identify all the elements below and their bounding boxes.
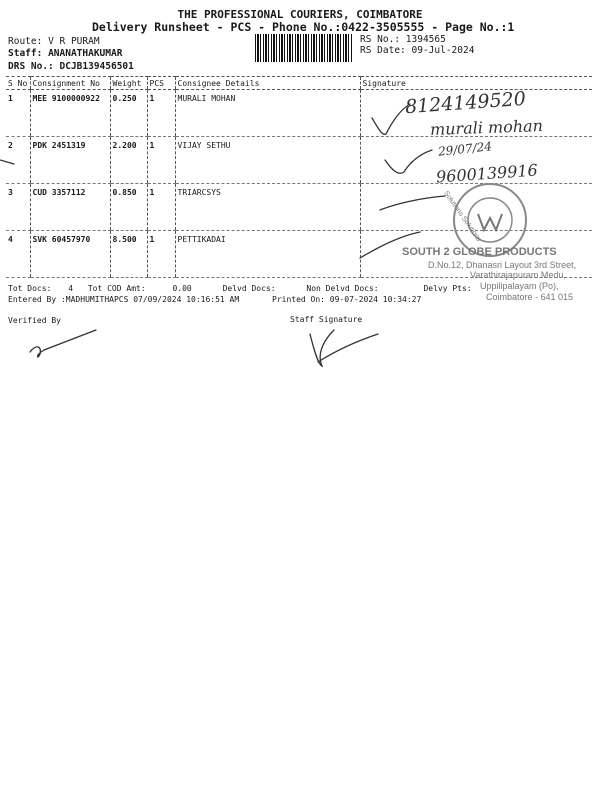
delvd-docs-label: Delvd Docs:	[222, 284, 276, 293]
handwritten-name-row1: murali mohan	[429, 116, 544, 139]
page-edge-mark-icon	[0, 160, 14, 164]
staff-signature-mark-icon	[310, 330, 378, 366]
non-delvd-docs-label: Non Delvd Docs:	[306, 284, 379, 293]
verified-by-label: Verified By	[8, 316, 61, 325]
cell-sno: 2	[6, 137, 30, 184]
cell-pcs: 1	[147, 184, 175, 231]
handwritten-phone-row2: 9600139916	[435, 160, 539, 187]
company-title: THE PROFESSIONAL COURIERS, COIMBATORE	[177, 8, 423, 21]
cell-consignment: PDK 2451319	[30, 137, 110, 184]
entered-by: Entered By :MADHUMITHAPCS 07/09/2024 10:16:51 AM	[8, 295, 240, 304]
route-value: V R PURAM	[48, 36, 100, 47]
cell-consignment: MEE 9100000922	[30, 90, 110, 137]
col-header-weight: Weight	[110, 77, 147, 90]
staff-signature-label: Staff Signature	[290, 315, 363, 324]
tot-docs-label: Tot Docs:	[8, 284, 52, 293]
stamp-address-line4: Coimbatore - 641 015	[486, 292, 574, 302]
cell-sno: 4	[6, 231, 30, 278]
cell-pcs: 1	[147, 137, 175, 184]
cell-weight: 2.200	[110, 137, 147, 184]
signature-row4-icon	[360, 232, 420, 258]
staff-label: Staff:	[8, 48, 43, 59]
stamp-ring-text: Solutions Solutions	[442, 190, 483, 243]
col-header-consignee: Consignee Details	[175, 77, 360, 90]
handwritten-date-row2: 29/07/24	[437, 139, 493, 159]
cell-weight: 0.250	[110, 90, 147, 137]
staff-value: ANANATHAKUMAR	[48, 48, 123, 59]
col-header-sno: S No	[6, 77, 30, 90]
col-header-consignment: Consignment No	[30, 77, 110, 90]
cell-consignment: CUD 3357112	[30, 184, 110, 231]
col-header-pcs: PCS	[147, 77, 175, 90]
col-header-signature: Signature	[360, 77, 592, 90]
cell-consignee: VIJAY SETHU	[175, 137, 360, 184]
cell-pcs: 1	[147, 90, 175, 137]
cell-pcs: 1	[147, 231, 175, 278]
tot-cod-label: Tot COD Amt:	[87, 284, 146, 293]
signature-row1-icon	[372, 104, 410, 134]
tot-cod-value: 0.00	[172, 284, 192, 293]
cell-consignment: SVK 60457970	[30, 231, 110, 278]
signature-row2-icon	[385, 150, 432, 173]
cell-weight: 8.500	[110, 231, 147, 278]
rs-no-label: RS No.:	[360, 34, 401, 45]
cell-consignee: TRIARCSYS	[175, 184, 360, 231]
cell-weight: 0.850	[110, 184, 147, 231]
signature-row3-icon	[380, 196, 445, 210]
cell-sno: 3	[6, 184, 30, 231]
cell-sno: 1	[6, 90, 30, 137]
footer-totals	[8, 284, 472, 293]
stamp-address-line3: Uppilipalayam (Po),	[480, 281, 559, 291]
runsheet-subtitle: Delivery Runsheet - PCS - Phone No.:0422-3505555 - Page No.:1	[92, 20, 515, 34]
stamp-address-line2: Varathirajapuram Medu,	[470, 270, 566, 280]
tot-docs-value: 4	[68, 284, 74, 293]
cell-consignee: PETTIKADAI	[175, 231, 360, 278]
route-label: Route:	[8, 36, 43, 47]
printed-on: Printed On: 09-07-2024 10:34:27	[272, 295, 422, 304]
rs-no-value: 1394565	[405, 34, 446, 45]
rs-date-value: 09-Jul-2024	[411, 45, 475, 56]
delvy-pts-label: Delvy Pts:	[423, 284, 472, 293]
drs-label: DRS No.:	[8, 61, 54, 72]
rs-date-label: RS Date:	[360, 45, 406, 56]
verified-by-signature-icon	[30, 330, 96, 357]
cell-consignee: MURALI MOHAN	[175, 90, 360, 137]
stamp-company-name: SOUTH 2 GLOBE PRODUCTS	[402, 246, 557, 258]
handwritten-phone-row1: 8124149520	[404, 87, 527, 119]
stamp-address-line1: D.No.12, Dhanasri Layout 3rd Street,	[428, 260, 577, 270]
drs-value: DCJB139456501	[59, 61, 134, 72]
